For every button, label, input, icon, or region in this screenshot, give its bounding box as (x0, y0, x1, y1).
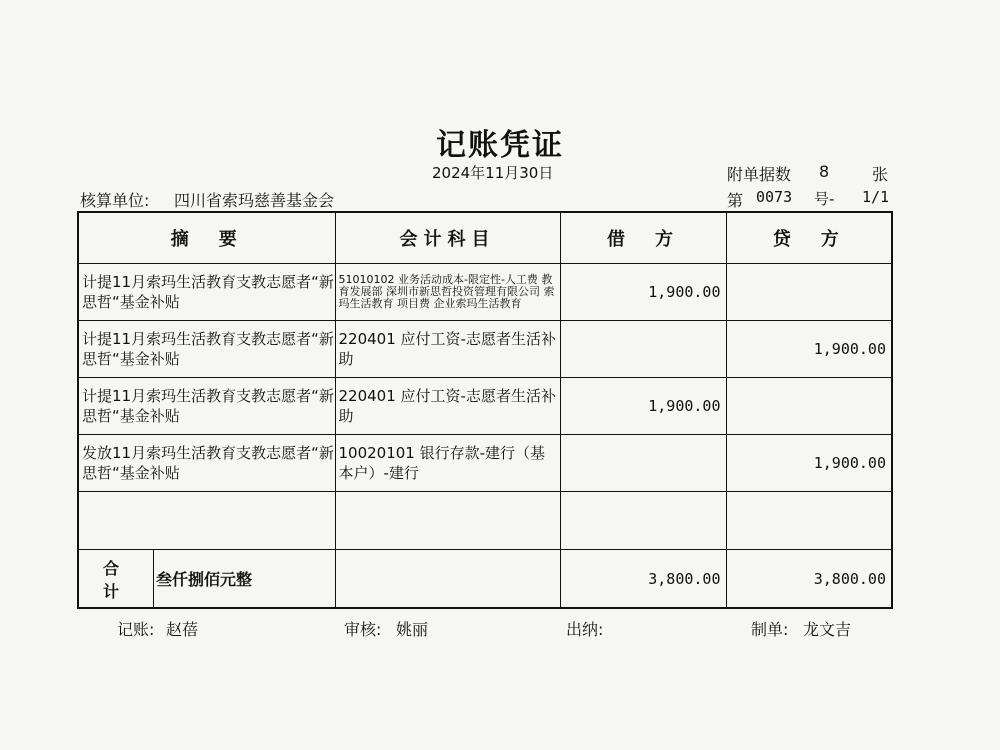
attachments-unit: 张 (872, 165, 889, 184)
total-account-empty (335, 550, 560, 609)
voucher-date: 2024年11月30日 (432, 164, 554, 182)
table-row (78, 321, 892, 378)
header-row (78, 212, 892, 264)
entry-summary: 计提11月索玛生活教育支教志愿者“新思哲“基金补贴 (78, 378, 335, 435)
entry-summary: 计提11月索玛生活教育支教志愿者“新思哲“基金补贴 (78, 321, 335, 378)
col-summary-header: 摘 要 (78, 212, 335, 264)
entry-account: 220401 应付工资-志愿者生活补助 (335, 378, 560, 435)
total-row (78, 550, 892, 609)
entry-credit (726, 264, 892, 321)
blank-cell (335, 492, 560, 550)
reviewer-name: 姚丽 (396, 620, 429, 639)
preparer-name: 龙文吉 (803, 620, 852, 639)
entry-debit (560, 435, 726, 492)
preparer-label: 制单: (751, 620, 789, 639)
bookkeeper-label: 记账: (117, 620, 155, 639)
reviewer-label: 审核: (344, 620, 382, 639)
entry-account: 51010102 业务活动成本-限定性-人工费 教育发展部 深圳市新思哲投资管理有限公司 索玛生活教育 项目费 企业索玛生活教育 (335, 264, 560, 321)
entry-account: 10020101 银行存款-建行（基本户）-建行 (335, 435, 560, 492)
table-row (78, 435, 892, 492)
entry-credit: 1,900.00 (726, 435, 892, 492)
entry-credit (726, 378, 892, 435)
cashier-label: 出纳: (566, 620, 604, 639)
blank-row (78, 492, 892, 550)
voucher-no-label: 第 (727, 191, 744, 210)
col-debit-header: 借 方 (560, 212, 726, 264)
col-account-header: 会计科目 (335, 212, 560, 264)
blank-cell (560, 492, 726, 550)
total-debit: 3,800.00 (560, 550, 726, 609)
blank-cell (726, 492, 892, 550)
entry-debit: 1,900.00 (560, 264, 726, 321)
voucher-no-suffix: 号- (814, 190, 835, 208)
accounting-unit-value: 四川省索玛慈善基金会 (174, 191, 335, 210)
accounting-unit-label: 核算单位: (80, 191, 150, 210)
entry-summary: 发放11月索玛生活教育支教志愿者“新思哲“基金补贴 (78, 435, 335, 492)
entry-credit: 1,900.00 (726, 321, 892, 378)
attachments-count: 8 (819, 162, 830, 181)
total-cell (78, 550, 335, 609)
col-credit-header: 贷 方 (726, 212, 892, 264)
total-credit: 3,800.00 (726, 550, 892, 609)
voucher-no-value: 0073 (756, 188, 793, 206)
voucher-page: 1/1 (862, 188, 890, 206)
total-in-words: 叁仟捌佰元整 (156, 570, 253, 589)
entry-account: 220401 应付工资-志愿者生活补助 (335, 321, 560, 378)
total-label: 合 计 (79, 550, 154, 607)
table-row (78, 264, 892, 321)
entry-debit: 1,900.00 (560, 378, 726, 435)
table-row (78, 378, 892, 435)
entry-summary: 计提11月索玛生活教育支教志愿者“新思哲“基金补贴 (78, 264, 335, 321)
blank-cell (78, 492, 335, 550)
attachments-label: 附单据数 (727, 165, 792, 184)
voucher-title: 记账凭证 (436, 128, 564, 163)
voucher-table (77, 211, 893, 609)
bookkeeper-name: 赵蓓 (166, 620, 199, 639)
entry-debit (560, 321, 726, 378)
